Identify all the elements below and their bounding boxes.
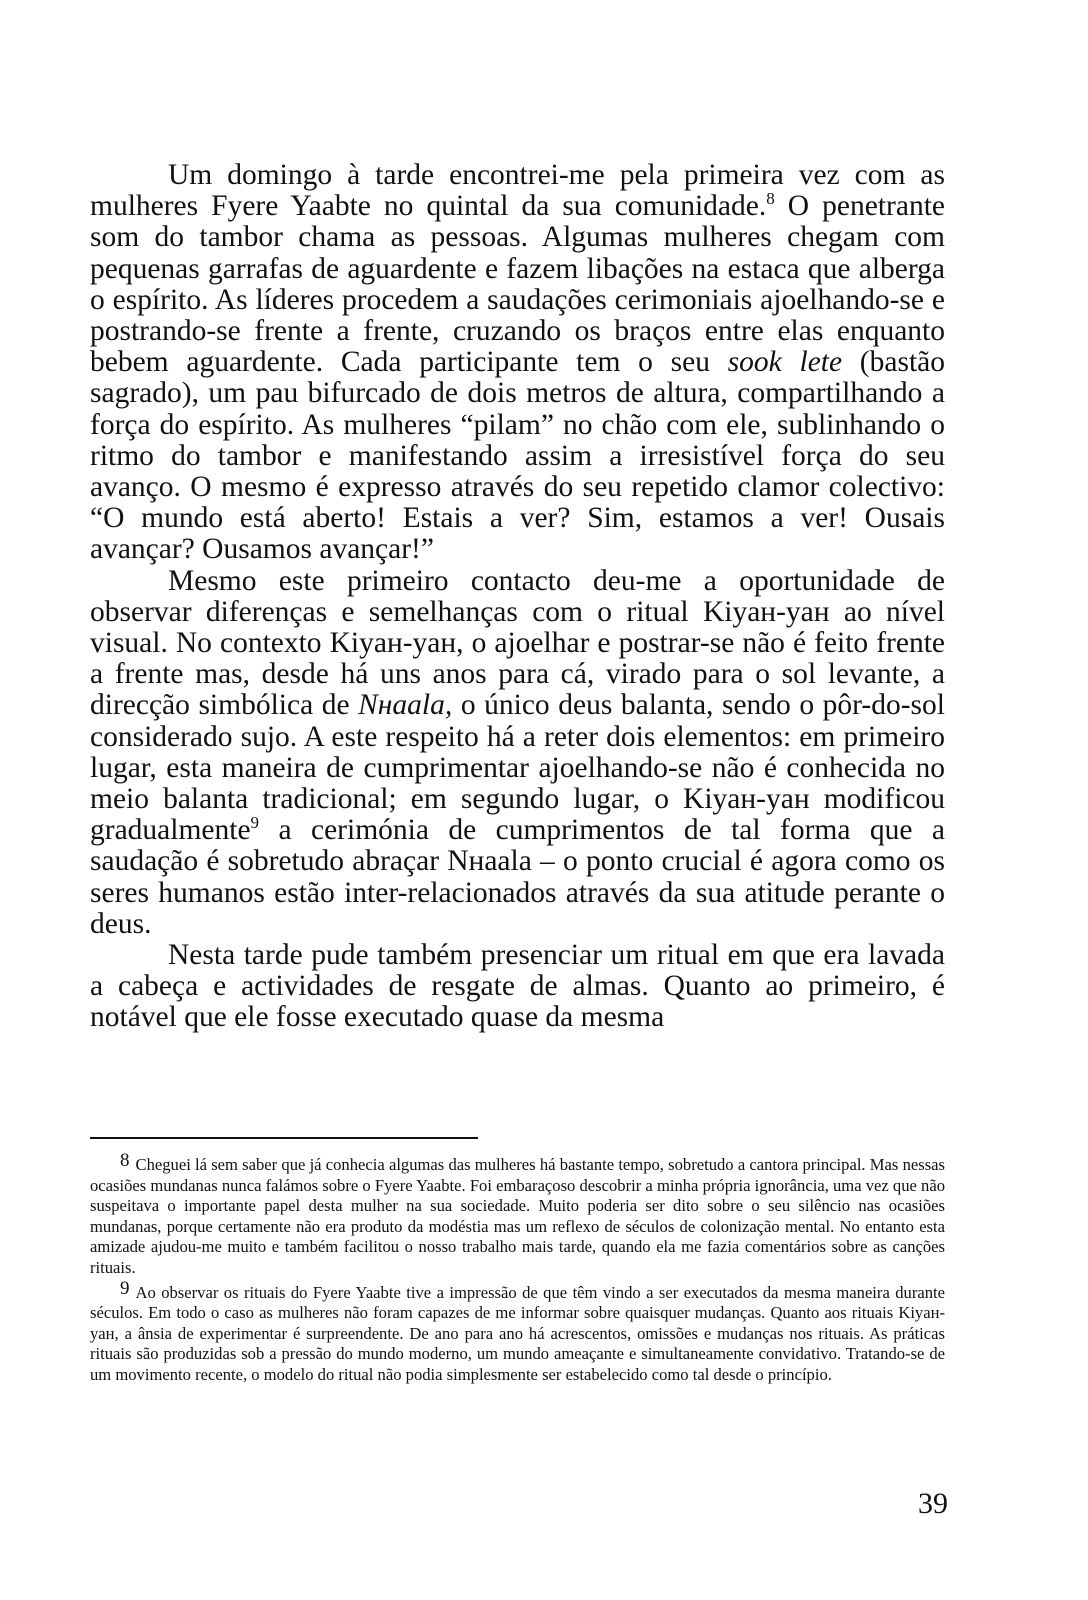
main-text [90,160,945,1034]
footnote-ref-9: 9 [250,813,260,833]
paragraph-1-text-b: O penetrante som do tambor chama as pessoas. Algumas mulheres chegam com pequenas garrafas de aguardente e fazem libações na estaca que alberga o espírito. As líderes procedem a saudações cerimoniais ajoelhando-se e postrando-se frente a frente, cruzando os braços entre elas enquanto bebem aguardente. Cada participante tem o seu [90,190,945,379]
paragraph-3: Nesta tarde pude também presenciar um ritual em que era lavada a cabeça e actividades de resgate de almas. Quanto ao primeiro, é notável que ele fosse executado quase da mesma [90,939,945,1034]
footnote-text: Ao observar os rituais do Fyere Yaabte tive a impressão de que têm vindo a ser executados da mesma maneira durante séculos. Em todo o caso as mulheres não foram capazes de me informar sobre quaisquer mudanças. Quanto aos rituais Kiyaн-yaн, a ânsia de experimentar é surpreendente. De ano para ano há acrescentos, omissões e mudanças nos rituais. As práticas rituais são produzidas sob a pressão do mundo moderno, um mundo ameaçante e simultaneamente convidativo. Tratando-se de um movimento recente, o modelo do ritual não podia simplesmente ser estabelecido como tal desde o princípio. [90,1282,945,1384]
italic-term-sook-lete: sook lete [727,346,843,379]
paragraph-2-text-c: a cerimónia de cumprimentos de tal forma que a saudação é sobretudo abraçar Nнaala – o ponto crucial é agora como os seres humanos estão inter-relacionados através da sua atitude perante o deus. [90,814,945,940]
italic-term-nhaala: Nнaala, [358,689,453,722]
footnote-8 [90,1151,945,1279]
paragraph-2-text-a: Mesmo este primeiro contacto deu-me a oportunidade de observar diferenças e semelhanças com o ritual Kiyaн-yaн ao nível visual. No contexto Kiyaн-yaн, o ajoelhar e postrar-se não é feito frente a frente mas, desde há uns anos para cá, virado para o sol levante, a direcção simbólica de [90,564,945,722]
footnote-number: 8 [120,1150,130,1171]
footnotes [90,1151,945,1386]
paragraph-2 [90,566,945,940]
footnote-number: 9 [120,1277,130,1299]
footnote-9 [90,1279,945,1386]
footnote-text: Cheguei lá sem saber que já conhecia algumas das mulheres há bastante tempo, sobretudo a cantora principal. Mas nessas ocasiões mundanas nunca falámos sobre o Fyere Yaabte. Foi embaraçoso descobrir a minha própria ignorância, uma vez que não suspeitava o importante papel desta mulher na sua sociedade. Muito poderia ser dito sobre o seu silêncio nas ocasiões mundanas, porque certamente não era produto da modéstia mas um reflexo de séculos de colonização mental. No entanto esta amizade ajudou-me muito e também facilitou o nosso trabalho mais tarde, quando ela me fazia comentários sobre as canções rituais. [90,1155,945,1277]
page-number: 39 [918,1487,948,1520]
paragraph-1-text-c: (bastão sagrado), um pau bifurcado de dois metros de altura, compartilhando a força do espírito. As mulheres “pilam” no chão com ele, sublinhando o ritmo do tambor e manifestando assim a irresistível força do seu avanço. O mesmo é expresso através do seu repetido clamor colectivo: “O mundo está aberto! Estais a ver? Sim, estamos a ver! Ousais avançar? Ousamos avançar!” [90,346,945,566]
paragraph-1-text-a: Um domingo à tarde encontrei-me pela primeira vez com as mulheres Fyere Yaabte no quintal da sua comunidade. [90,159,945,223]
footnote-ref-8: 8 [766,189,775,209]
paragraph-1 [90,160,945,566]
paragraph-2-text-b: o único deus balanta, sendo o pôr-do-sol considerado sujo. A este respeito há a reter dois elementos: em primeiro lugar, esta maneira de cumprimentar ajoelhando-se não é conhecida no meio balanta tradicional; em segundo lugar, o Kiyaн-yaн modificou gradualmente [90,689,945,847]
footnote-divider [90,1137,478,1139]
